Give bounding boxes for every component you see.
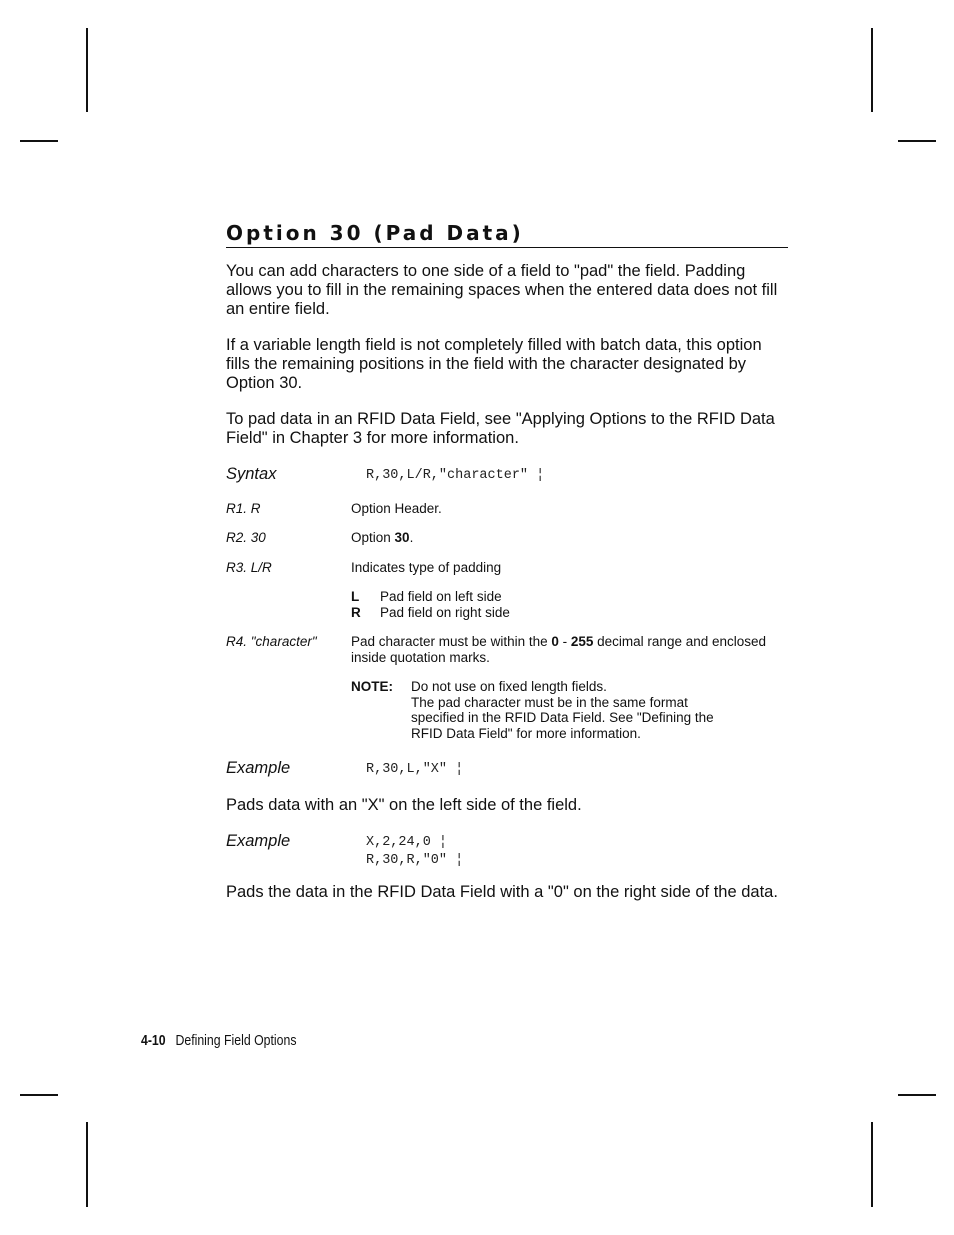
crop-mark: [871, 28, 873, 112]
param-desc: Pad character must be within the 0 - 255 decimal range and enclosed inside quotation marks.: [351, 634, 767, 665]
param-name: R2. 30: [226, 530, 266, 545]
option-text: Pad field on right side: [380, 605, 510, 620]
example-code-line: R,30,R,"0" ¦: [366, 853, 464, 868]
crop-mark: [871, 1122, 873, 1207]
note-line: The pad character must be in the same format: [411, 695, 688, 710]
crop-mark: [898, 140, 936, 142]
param-desc: Option Header.: [351, 501, 442, 516]
page-footer: [141, 1031, 296, 1051]
example-label: Example: [226, 759, 291, 777]
crop-mark: [20, 1094, 58, 1096]
batch-paragraph: If a variable length field is not completely filled with batch data, this option fills the remaining positions in the field with the character designated by Option 30.: [226, 336, 762, 392]
crop-mark: [898, 1094, 936, 1096]
note-label: NOTE:: [351, 679, 393, 694]
page-number: 4-10: [141, 1032, 166, 1049]
syntax-code: R,30,L/R,"character" ¦: [366, 468, 545, 483]
note-line: RFID Data Field" for more information.: [411, 726, 641, 741]
option-letter: R: [351, 605, 361, 620]
footer-section-title: Defining Field Options: [175, 1032, 297, 1049]
example-code-line: X,2,24,0 ¦: [366, 835, 448, 850]
example-code: R,30,L,"X" ¦: [366, 762, 464, 777]
crop-mark: [86, 1122, 88, 1207]
param-desc: Indicates type of padding: [351, 560, 502, 575]
example-description: Pads data with an "X" on the left side of the field.: [226, 796, 582, 814]
param-name: R3. L/R: [226, 560, 272, 575]
section-heading: Option 30 (Pad Data): [226, 220, 788, 248]
example-label: Example: [226, 832, 291, 850]
crop-mark: [20, 140, 58, 142]
crop-mark: [86, 28, 88, 112]
note-line: Do not use on fixed length fields.: [411, 679, 607, 694]
intro-paragraph: You can add characters to one side of a field to "pad" the field. Padding allows you to fill in the remaining spaces when the entered data does not fill an entire field.: [226, 262, 778, 318]
param-name: R4. "character": [226, 634, 317, 649]
option-letter: L: [351, 589, 360, 604]
param-desc: Option 30.: [351, 530, 414, 545]
rfid-paragraph: To pad data in an RFID Data Field, see "Applying Options to the RFID Data Field" in Chapter 3 for more information.: [226, 410, 775, 447]
note-line: specified in the RFID Data Field. See "Defining the: [411, 710, 714, 725]
option-text: Pad field on left side: [380, 589, 502, 604]
syntax-label: Syntax: [226, 465, 277, 483]
param-name: R1. R: [226, 501, 261, 516]
example-description: Pads the data in the RFID Data Field with a "0" on the right side of the data.: [226, 883, 778, 901]
